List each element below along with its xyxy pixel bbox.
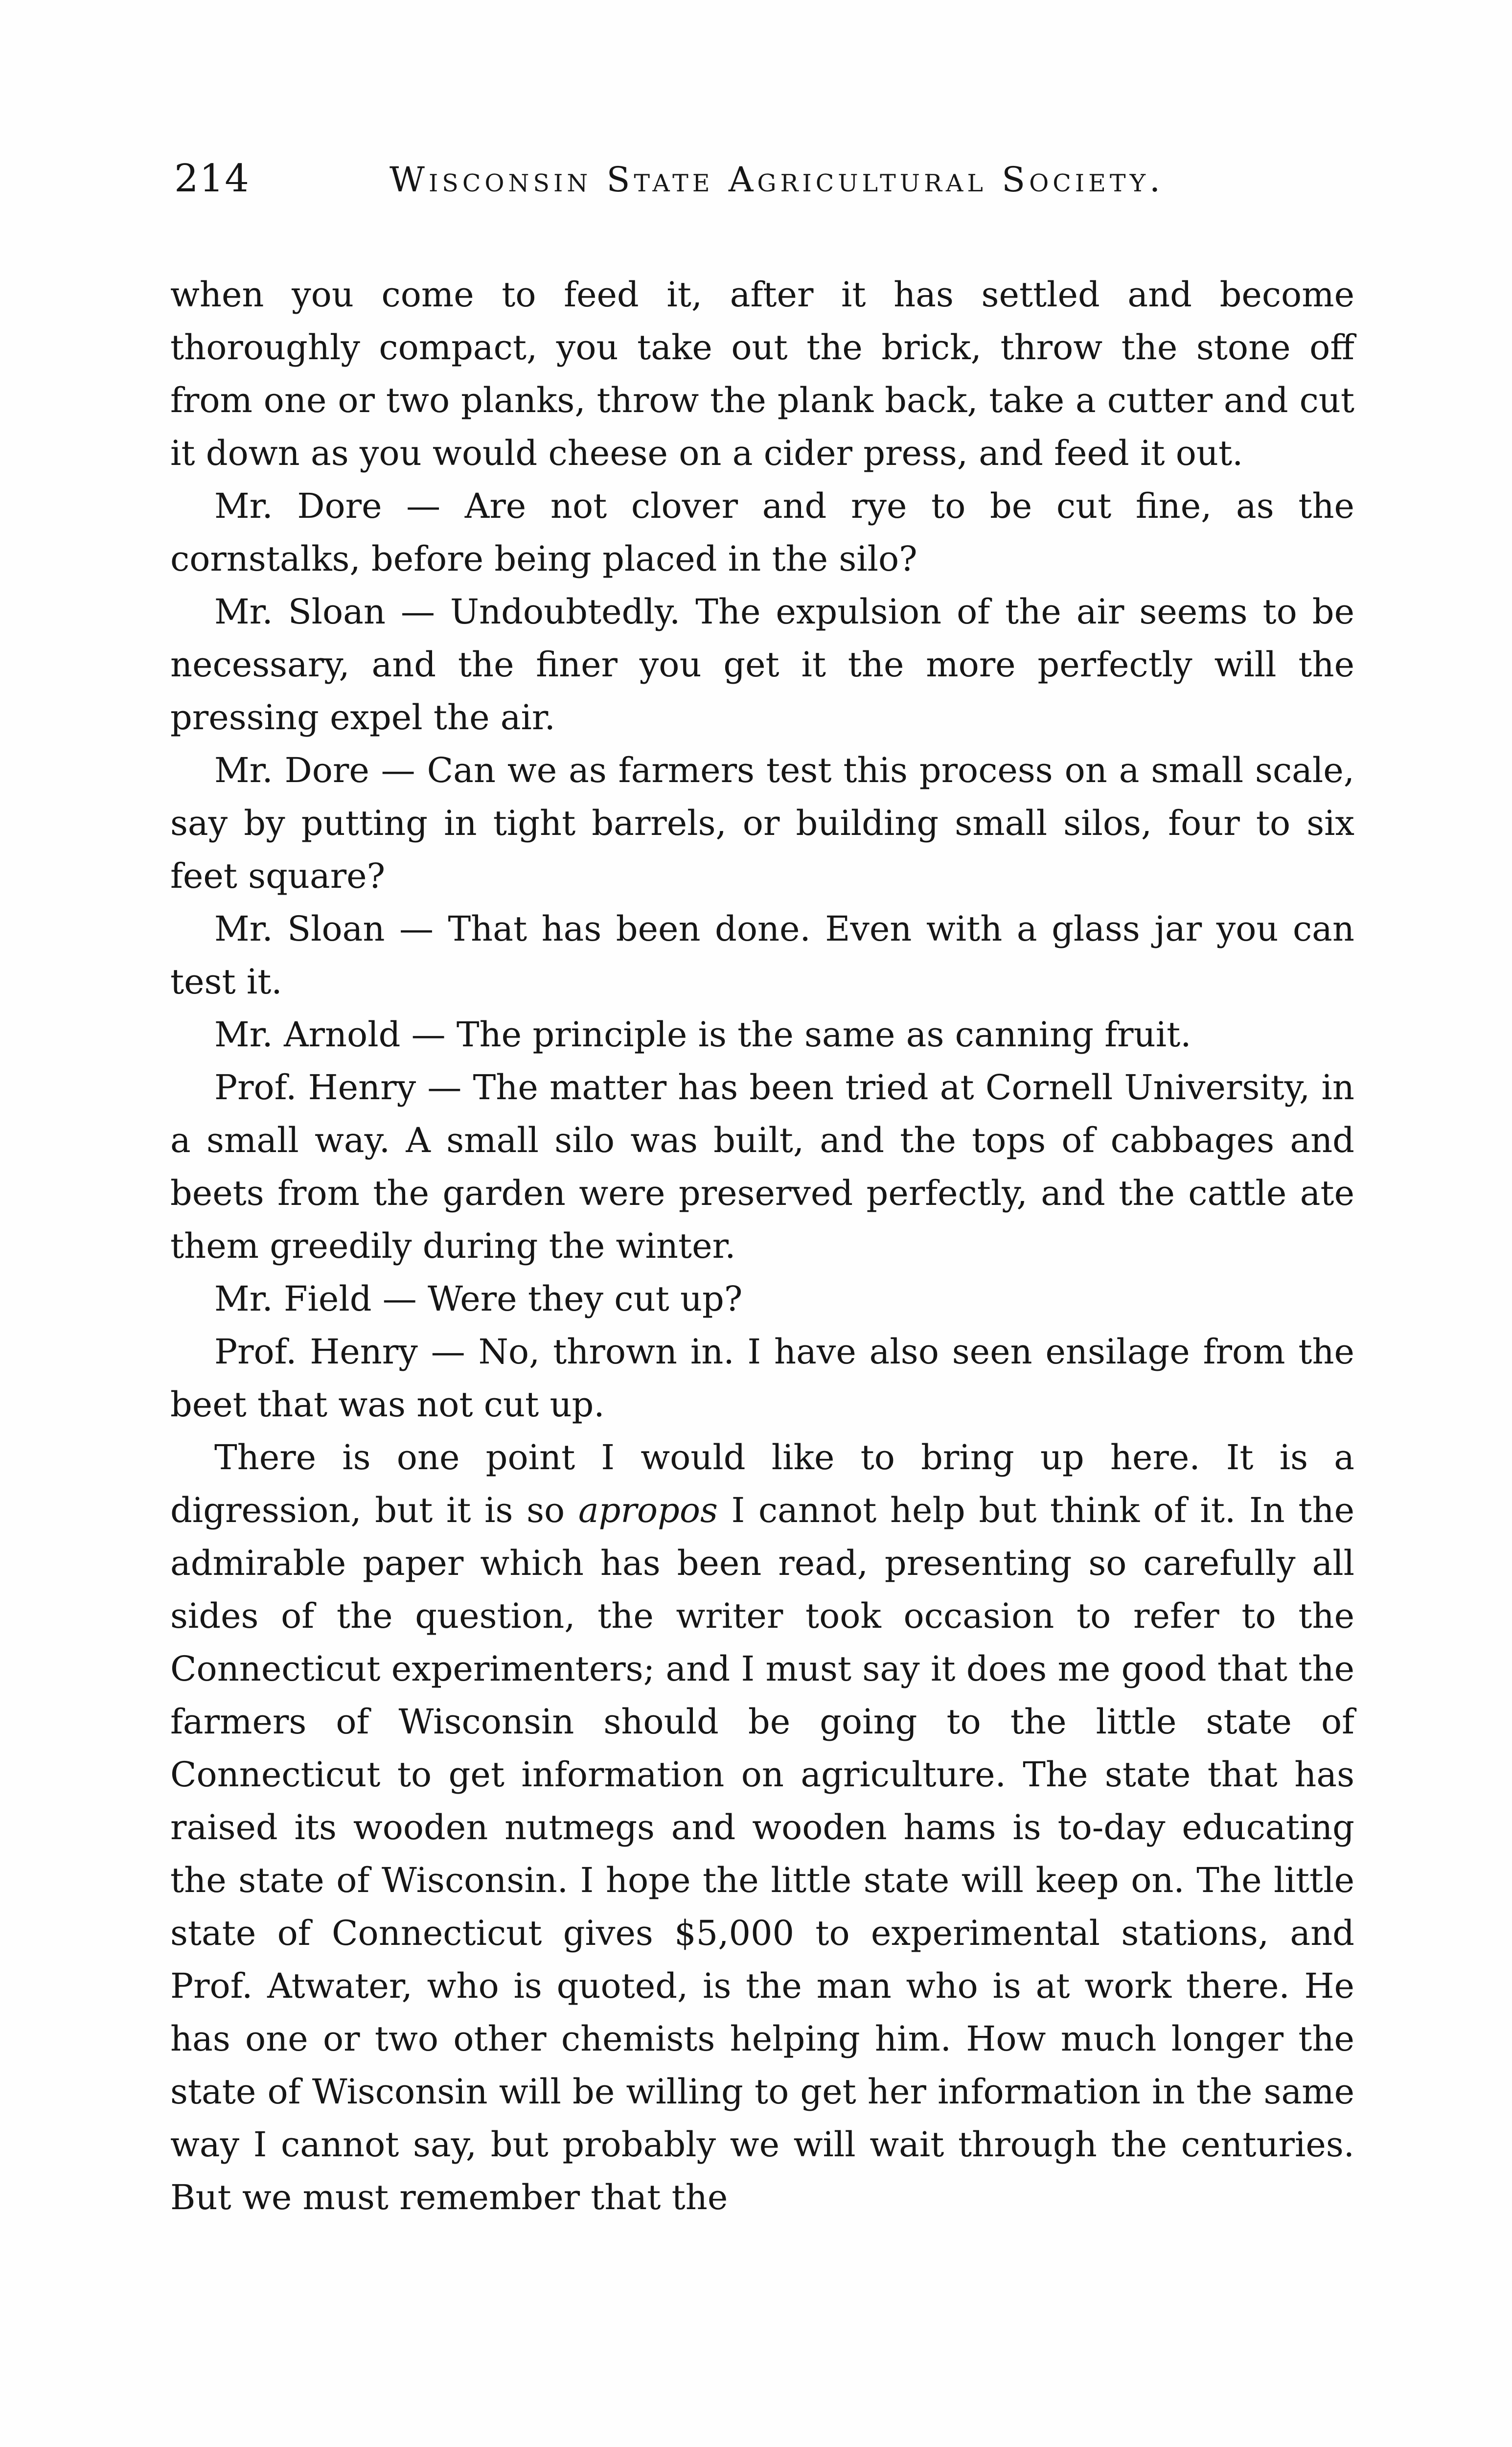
- continued-paragraph: [170, 268, 1354, 480]
- page-header: [174, 157, 1349, 220]
- speech-text: Were they cut up?: [428, 1279, 743, 1319]
- dialogue-paragraph: [170, 744, 1354, 902]
- dash: —: [371, 1279, 428, 1319]
- dialogue-paragraph: [170, 1008, 1354, 1061]
- speaker-name: Mr. Arnold: [214, 1015, 401, 1055]
- speaker-name: Mr. Dore: [214, 486, 382, 526]
- running-head: Wisconsin State Agricultural Society.: [389, 160, 1165, 200]
- body-text: [170, 268, 1354, 2224]
- paragraph-text-end: I cannot help but think of it. In the admirable paper which has been read, presenting so carefully all sides of the question, the writer took occasion to refer to the Connecticut experimenters; and I must say it does me good that the farmers of Wisconsin should be going to the little state of Connecticut to get information on agriculture. The state that has raised its wooden nutmegs and wooden hams is to-day educating the state of Wisconsin. I hope the little state will keep on. The little state of Connecticut gives $5,000 to experimental stations, and Prof. Atwater, who is quoted, is the man who is at work there. He has one or two other chemists helping him. How much longer the state of Wisconsin will be willing to get her information in the same way I cannot say, but probably we will wait through the centuries. But we must remember that the: [170, 1490, 1355, 2217]
- speech-paragraph: [170, 1431, 1354, 2224]
- dialogue-paragraph: [170, 902, 1354, 1008]
- speech-text: No, thrown in. I have also seen ensilage from the beet that was not cut up.: [170, 1332, 1354, 1425]
- speech-text: Are not clover and rye to be cut fine, as the cornstalks, before being placed in the silo?: [170, 486, 1354, 579]
- speaker-name: Mr. Dore: [214, 750, 369, 790]
- italic-word: apropos: [578, 1490, 718, 1530]
- dash: —: [400, 1015, 457, 1055]
- dash: —: [382, 486, 465, 526]
- speaker-name: Prof. Henry: [214, 1067, 416, 1108]
- paragraph-text-start: There is one point I would like to bring up here. It is a digression, but it is so: [170, 1437, 1354, 1530]
- dialogue-paragraph: [170, 1272, 1354, 1325]
- paragraph-text: when you come to feed it, after it has settled and become thoroughly compact, you take out the brick, throw the stone off from one or two planks, throw the plank back, take a cutter and cut it down as you would cheese on a cider press, and feed it out.: [170, 275, 1354, 473]
- speaker-name: Mr. Sloan: [214, 592, 386, 632]
- dash: —: [417, 1332, 479, 1372]
- speaker-name: Mr. Field: [214, 1279, 372, 1319]
- dialogue-paragraph: [170, 1061, 1354, 1272]
- speaker-name: Mr. Sloan: [214, 909, 385, 949]
- dialogue-paragraph: [170, 585, 1354, 744]
- speech-text: Can we as farmers test this process on a small scale, say by putting in tight barrels, or building small silos, four to six feet square?: [170, 750, 1354, 896]
- dash: —: [386, 592, 451, 632]
- speech-text: The principle is the same as canning fruit.: [456, 1015, 1191, 1055]
- page-number: 214: [174, 157, 250, 201]
- speech-text: That has been done. Even with a glass jar you can test it.: [170, 909, 1354, 1002]
- dash: —: [385, 909, 448, 949]
- dash: —: [369, 750, 427, 790]
- speaker-name: Prof. Henry: [214, 1332, 418, 1372]
- speech-text: Undoubtedly. The expulsion of the air seems to be necessary, and the finer you get it the more perfectly will the pressing expel the air.: [170, 592, 1355, 738]
- dialogue-paragraph: [170, 480, 1354, 585]
- speech-text: The matter has been tried at Cornell University, in a small way. A small silo was built, and the tops of cabbages and beets from the garden were preserved perfectly, and the cattle ate them greedily during the winter.: [170, 1067, 1354, 1266]
- dash: —: [416, 1067, 473, 1108]
- dialogue-paragraph: [170, 1325, 1354, 1431]
